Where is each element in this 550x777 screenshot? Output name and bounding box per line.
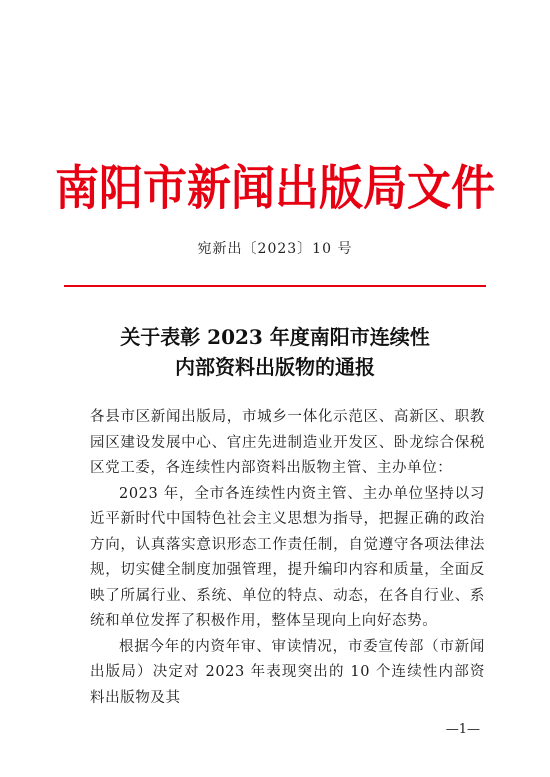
paragraph-2: 根据今年的内资年审、审读情况，市委宣传部（市新闻出版局）决定对 2023 年表现突出的 10 个连续性内部资料出版物及其 <box>90 638 485 706</box>
notice-title <box>0 322 550 382</box>
salutation: 各县市区新闻出版局，市城乡一体化示范区、高新区、职教园区建设发展中心、官庄先进制造业开发区、卧龙综合保税区党工委，各连续性内部资料出版物主管、主办单位： <box>90 409 485 476</box>
paragraph-1: 2023 年，全市各连续性内资主管、主办单位坚持以习近平新时代中国特色社会主义思想为指导，把握正确的政治方向，认真落实意识形态工作责任制，自觉遵守各项法律法规，切实健全制度加强管理，提升编印内容和质量，全面反映了所属行业、系统、单位的特点、动态，在各自行业、系统和单位发挥了积极作用，整体呈现向上向好态势。 <box>90 485 485 629</box>
red-divider-line <box>64 285 486 287</box>
document-header-title: 南阳市新闻出版局文件 <box>55 161 495 217</box>
page-number: —1— <box>445 722 480 737</box>
document-number: 宛新出〔2023〕10 号 <box>197 241 353 257</box>
notice-title-line-1: 关于表彰 2023 年度南阳市连续性 <box>120 325 430 349</box>
notice-title-line-2: 内部资料出版物的通报 <box>175 355 375 379</box>
document-body <box>90 405 485 711</box>
